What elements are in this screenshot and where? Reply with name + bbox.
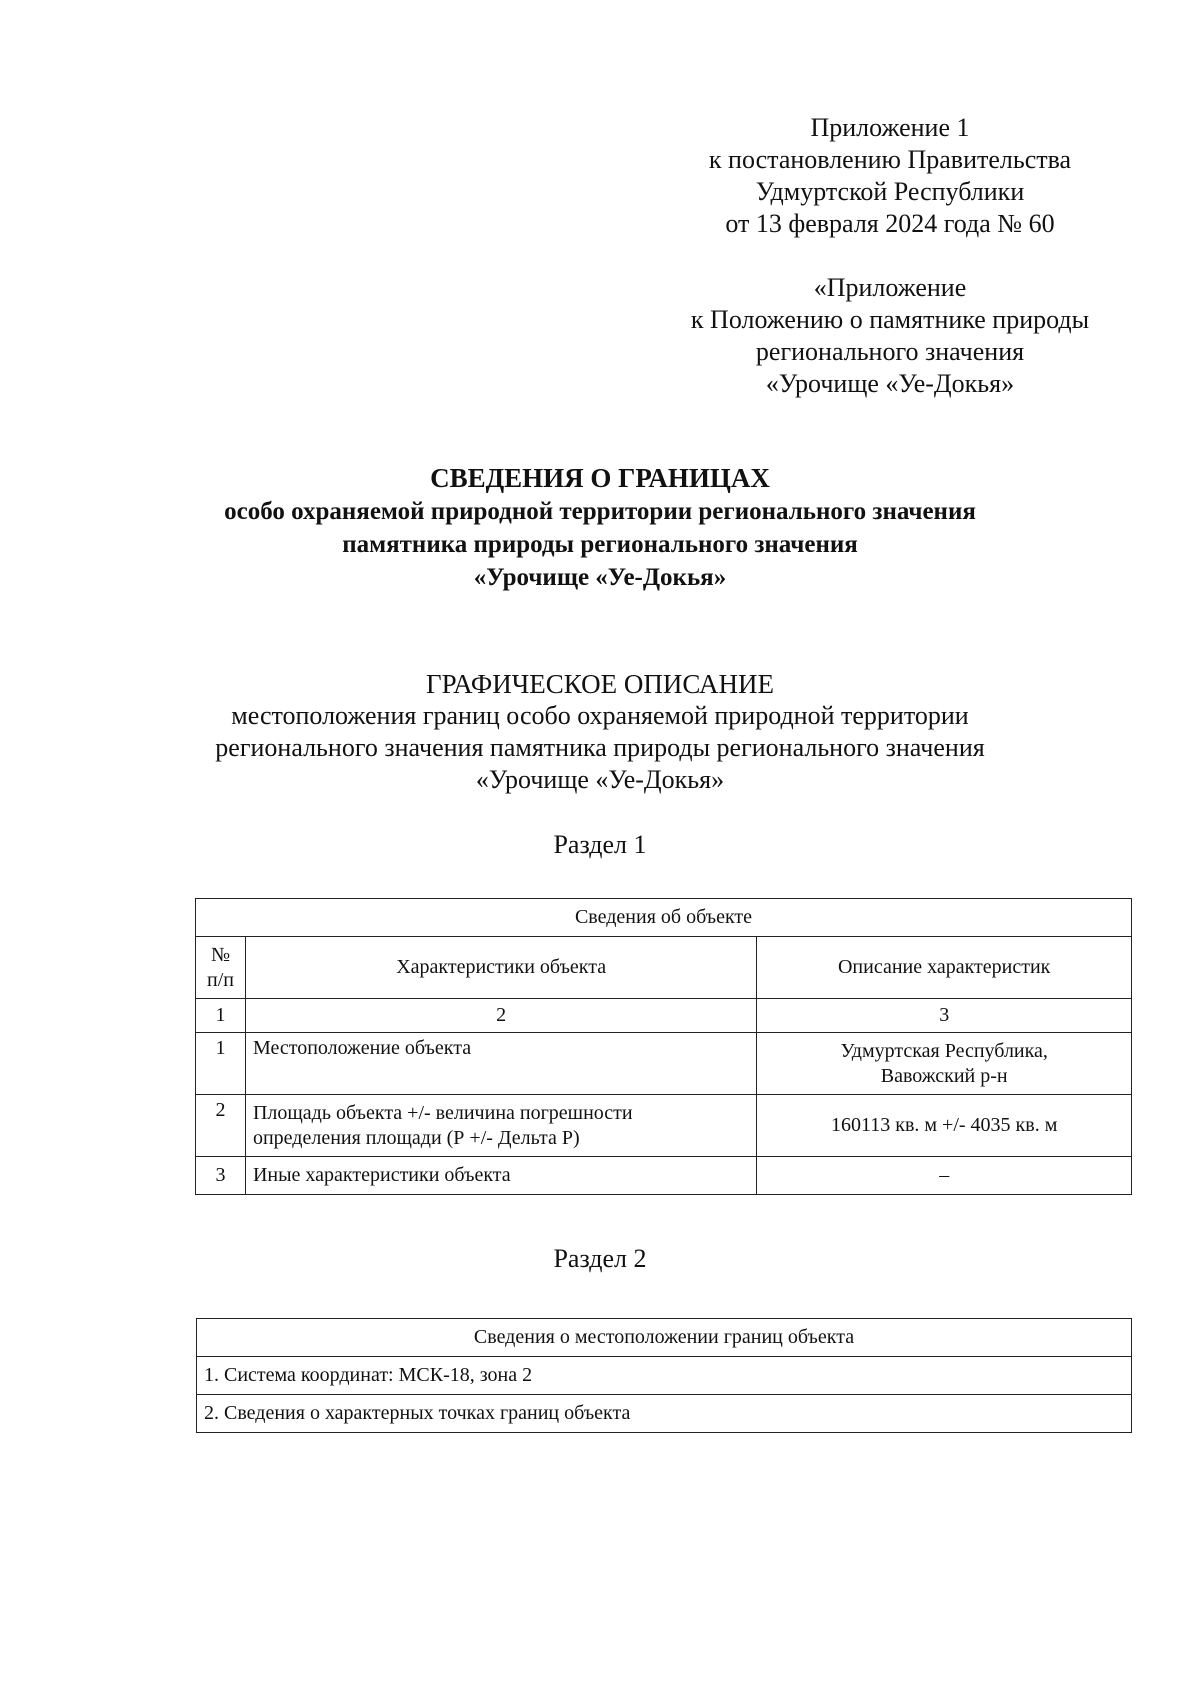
boundary-location-table	[196, 1318, 1132, 1433]
header-description: Описание характеристик	[757, 937, 1132, 999]
appendix-1-line: Приложение 1	[810, 113, 970, 142]
row-description-line: Вавожский р-н	[880, 1064, 1008, 1087]
row-characteristic: Иные характеристики объекта	[245, 1157, 756, 1195]
appendix-1-line: Удмуртской Республики	[755, 177, 1025, 206]
header-num	[196, 937, 246, 999]
appendix-2-line: регионального значения	[755, 337, 1025, 366]
table-row	[196, 1095, 1132, 1157]
graphic-line: «Урочище «Уе-Докья»	[475, 765, 725, 794]
row-characteristic: Местоположение объекта	[245, 1033, 756, 1095]
section-2-title: Раздел 2	[553, 1244, 647, 1273]
graphic-line: местоположения границ особо охраняемой природной территории	[231, 701, 969, 730]
row-description-line: Удмуртская Республика,	[840, 1039, 1048, 1062]
appendix-2-line: «Приложение	[813, 273, 967, 302]
table-row	[197, 1395, 1132, 1433]
graphic-description-heading	[0, 668, 1200, 796]
row-num: 3	[196, 1157, 246, 1195]
boundary-points-row: 2. Сведения о характерных точках границ объекта	[197, 1395, 1132, 1433]
column-number: 3	[757, 999, 1132, 1033]
heading-line: памятника природы регионального значения	[342, 531, 858, 558]
appendix-2-block	[660, 272, 1120, 400]
row-characteristic-line: Площадь объекта +/- величина погрешности	[252, 1101, 633, 1124]
row-num: 1	[196, 1033, 246, 1095]
table-row	[196, 1157, 1132, 1195]
appendix-2-line: «Урочище «Уе-Докья»	[765, 369, 1015, 398]
object-info-table	[195, 898, 1132, 1195]
row-characteristic	[245, 1095, 756, 1157]
row-description	[757, 1033, 1132, 1095]
row-characteristic-line: определения площади (Р +/- Дельта Р)	[252, 1126, 580, 1149]
header-num-line: п/п	[207, 968, 234, 991]
heading-line: особо охраняемой природной территории регионального значения	[224, 498, 976, 525]
heading-title: СВЕДЕНИЯ О ГРАНИЦАХ	[430, 463, 770, 493]
row-description: 160113 кв. м +/- 4035 кв. м	[757, 1095, 1132, 1157]
table-row	[196, 1033, 1132, 1095]
table-caption: Сведения о местоположении границ объекта	[197, 1319, 1132, 1357]
row-description: –	[757, 1157, 1132, 1195]
graphic-line: регионального значения памятника природы регионального значения	[215, 733, 985, 762]
appendix-1-block	[700, 112, 1080, 240]
table-row	[197, 1357, 1132, 1395]
appendix-2-line: к Положению о памятнике природы	[690, 305, 1090, 334]
table-caption: Сведения об объекте	[196, 899, 1132, 937]
appendix-1-line: к постановлению Правительства	[708, 145, 1072, 174]
header-characteristics: Характеристики объекта	[245, 937, 756, 999]
column-number: 1	[196, 999, 246, 1033]
coordinate-system-row: 1. Система координат: МСК-18, зона 2	[197, 1357, 1132, 1395]
heading-line: «Урочище «Уе-Докья»	[473, 564, 727, 591]
column-number: 2	[245, 999, 756, 1033]
appendix-1-line: от 13 февраля 2024 года № 60	[725, 209, 1055, 238]
header-num-line: №	[210, 943, 231, 966]
row-num: 2	[196, 1095, 246, 1157]
section-1-title: Раздел 1	[553, 830, 647, 859]
boundary-info-heading	[0, 462, 1200, 594]
graphic-title: ГРАФИЧЕСКОЕ ОПИСАНИЕ	[425, 669, 775, 699]
